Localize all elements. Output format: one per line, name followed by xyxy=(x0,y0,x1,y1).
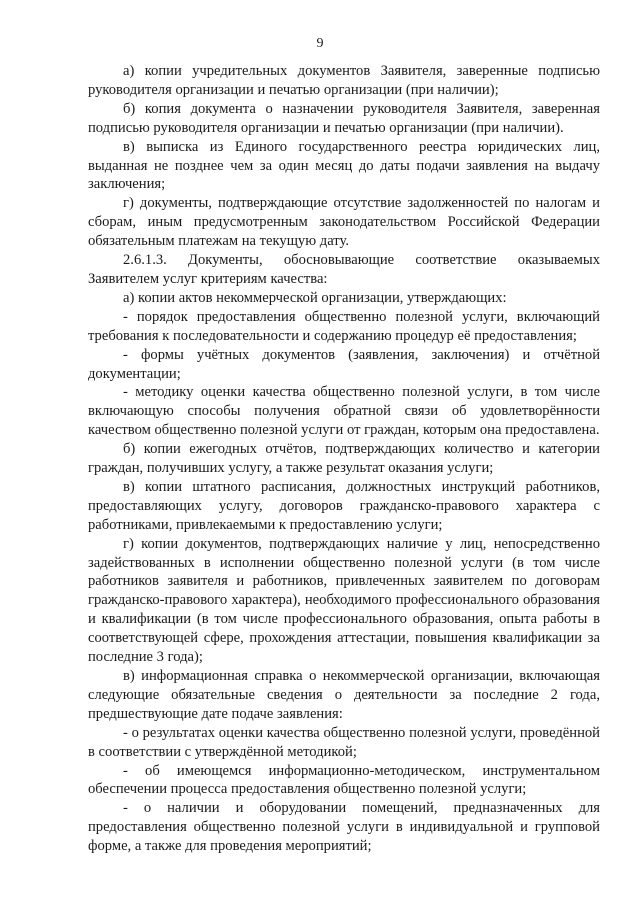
paragraph-bullet-quality-methodology: - методику оценки качества общественно полезной услуги, в том числе включающую способы получения обратной связи об удовлетворённости качеством общественно полезной услуги от граждан, которым она предоставлена. xyxy=(88,384,600,439)
paragraph-item-a-charter-copies: а) копии учредительных документов Заявителя, заверенные подписью руководителя организации и печатью организации (при наличии); xyxy=(88,63,600,98)
paragraph-bullet-methodological-support: - об имеющемся информационно-методическом, инструментальном обеспечении процесса предоставления общественно полезной услуги; xyxy=(88,762,600,798)
paragraph-bullet-quality-results: - о результатах оценки качества общественно полезной услуги, проведённой в соответствии с утверждённой методикой; xyxy=(88,724,600,760)
paragraph-bullet-accounting-forms: - формы учётных документов (заявления, заключения) и отчётной документации; xyxy=(88,346,600,382)
document-body xyxy=(88,62,600,856)
paragraph-bullet-service-procedure: - порядок предоставления общественно полезной услуги, включающий требования к последовательности и содержанию процедур её предоставления; xyxy=(88,308,600,344)
paragraph-item-v-registry-extract: в) выписка из Единого государственного реестра юридических лиц, выданная не позднее чем за один месяц до даты подачи заявления на выдачу заключения; xyxy=(88,138,600,193)
paragraph-section-2-6-1-3: 2.6.1.3. Документы, обосновывающие соответствие оказываемых Заявителем услуг критериям качества: xyxy=(88,252,600,287)
paragraph-item-b-director-appointment: б) копия документа о назначении руководителя Заявителя, заверенная подписью руководителя организации и печатью организации (при наличии). xyxy=(88,100,600,136)
paragraph-item-g-no-debt-documents: г) документы, подтверждающие отсутствие задолженностей по налогам и сборам, иным предусмотренным законодательством Российской Федерации обязательным платежам на текущую дату. xyxy=(88,195,600,250)
paragraph-bullet-premises: - о наличии и оборудовании помещений, предназначенных для предоставления общественно полезной услуги в индивидуальной и групповой форме, а также для проведения мероприятий; xyxy=(88,800,600,855)
paragraph-item-g-qualification-documents: г) копии документов, подтверждающих наличие у лиц, непосредственно задействованных в исполнении общественно полезной услуги (в том числе работников заявителя и работников, привлеченных заявителем по договорам гражданско-правового характера), необходимого профессионального образования и квалификации (в том числе профессионального образования, опыта работы в соответствующей сфере, прохождения аттестации, повышения квалификации за последние 3 года); xyxy=(88,535,600,666)
paragraph-item-b-annual-reports: б) копии ежегодных отчётов, подтверждающих количество и категории граждан, получивших услугу, а также результат оказания услуги; xyxy=(88,441,600,477)
paragraph-item-v-info-certificate: в) информационная справка о некоммерческой организации, включающая следующие обязательные сведения о деятельности за последние 2 года, предшествующие дате подаче заявления: xyxy=(88,668,600,722)
paragraph-item-v-staff-documents: в) копии штатного расписания, должностных инструкций работников, предоставляющих услугу, договоров гражданско-правового характера с работниками, привлекаемыми к предоставлению услуги; xyxy=(88,478,600,533)
page-number: 9 xyxy=(316,36,324,51)
paragraph-item-a-organization-acts: а) копии актов некоммерческой организации, утверждающих: xyxy=(123,289,507,306)
